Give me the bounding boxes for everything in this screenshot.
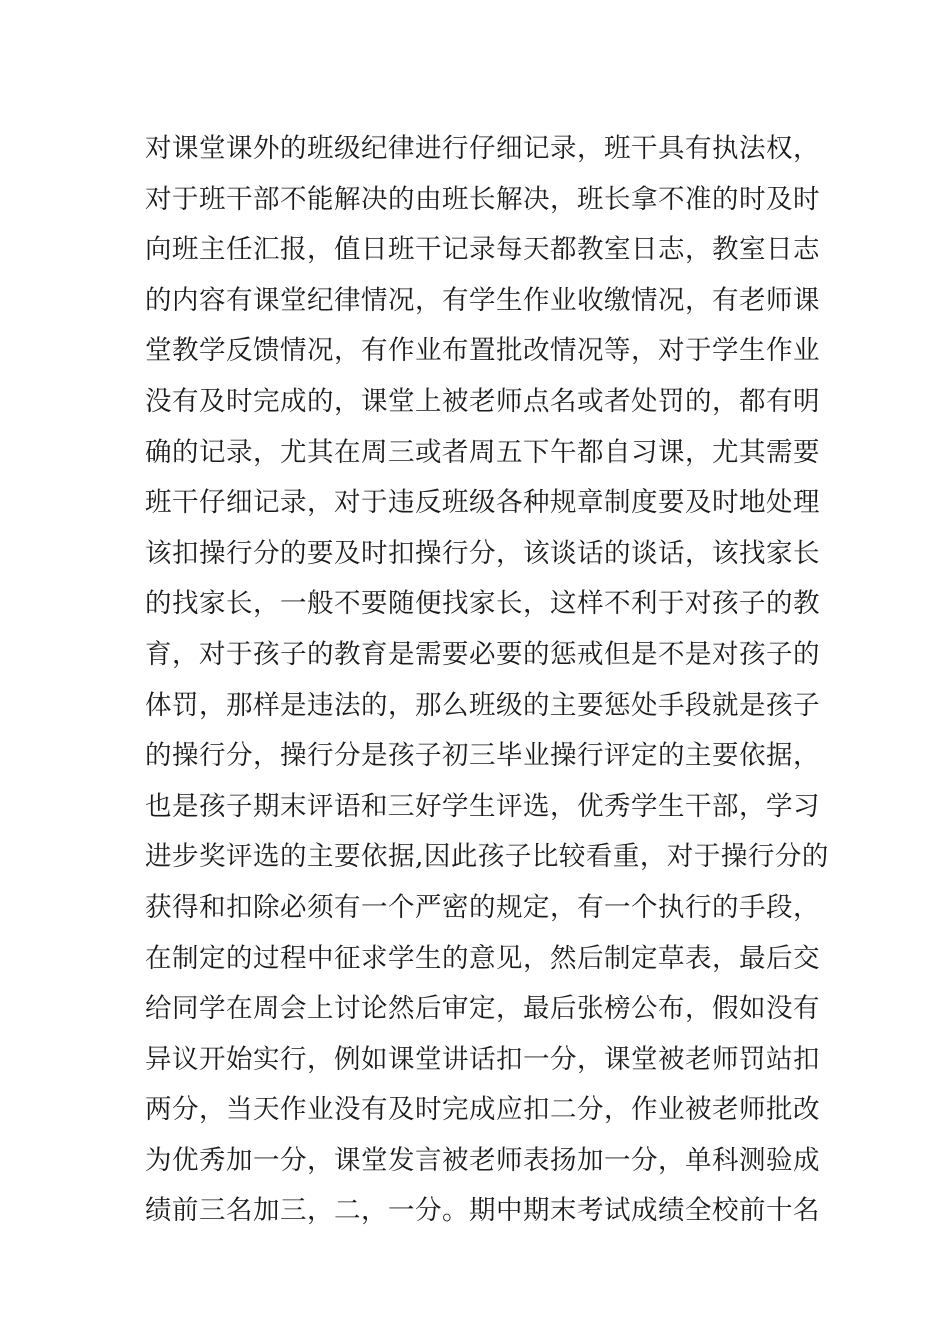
text-line: 堂教学反馈情况，有作业布置批改情况等，对于学生作业	[145, 335, 820, 367]
text-line: 进步奖评选的主要依据,因此孩子比较看重，对于操行分的	[145, 841, 829, 873]
text-line: 对课堂课外的班级纪律进行仔细记录，班干具有执法权，	[145, 133, 820, 164]
text-line: 的操行分，操行分是孩子初三毕业操行评定的主要依据，	[145, 740, 820, 772]
text-line: 对于班干部不能解决的由班长解决，班长拿不准的时及时	[145, 183, 820, 215]
text-line: 该扣操行分的要及时扣操行分，该谈话的谈话，该找家长	[145, 537, 820, 569]
text-line: 也是孩子期末评语和三好学生评选，优秀学生干部，学习	[145, 790, 820, 822]
text-line: 体罚，那样是违法的，那么班级的主要惩处手段就是孩子	[145, 689, 820, 721]
text-line: 绩前三名加三，二，一分。期中期末考试成绩全校前十名	[145, 1195, 820, 1227]
text-line: 两分，当天作业没有及时完成应扣二分，作业被老师批改	[145, 1094, 820, 1126]
text-line: 确的记录，尤其在周三或者周五下午都自习课，尤其需要	[145, 436, 820, 468]
text-line: 的内容有课堂纪律情况，有学生作业收缴情况，有老师课	[145, 284, 820, 316]
text-line: 在制定的过程中征求学生的意见，然后制定草表，最后交	[145, 942, 820, 974]
text-line: 育，对于孩子的教育是需要必要的惩戒但是不是对孩子的	[145, 638, 820, 670]
text-line: 为优秀加一分，课堂发言被老师表扬加一分，单科测验成	[145, 1144, 820, 1176]
text-line: 给同学在周会上讨论然后审定，最后张榜公布，假如没有	[145, 993, 820, 1025]
text-line: 向班主任汇报，值日班干记录每天都教室日志，教室日志	[145, 234, 820, 266]
text-line: 没有及时完成的，课堂上被老师点名或者处罚的，都有明	[145, 385, 820, 417]
body-paragraph	[145, 124, 829, 1237]
text-line: 的找家长，一般不要随便找家长，这样不利于对孩子的教	[145, 588, 820, 620]
text-line: 获得和扣除必须有一个严密的规定，有一个执行的手段，	[145, 891, 820, 923]
text-line: 异议开始实行，例如课堂讲话扣一分，课堂被老师罚站扣	[145, 1043, 820, 1075]
text-line: 班干仔细记录，对于违反班级各种规章制度要及时地处理	[145, 487, 820, 519]
